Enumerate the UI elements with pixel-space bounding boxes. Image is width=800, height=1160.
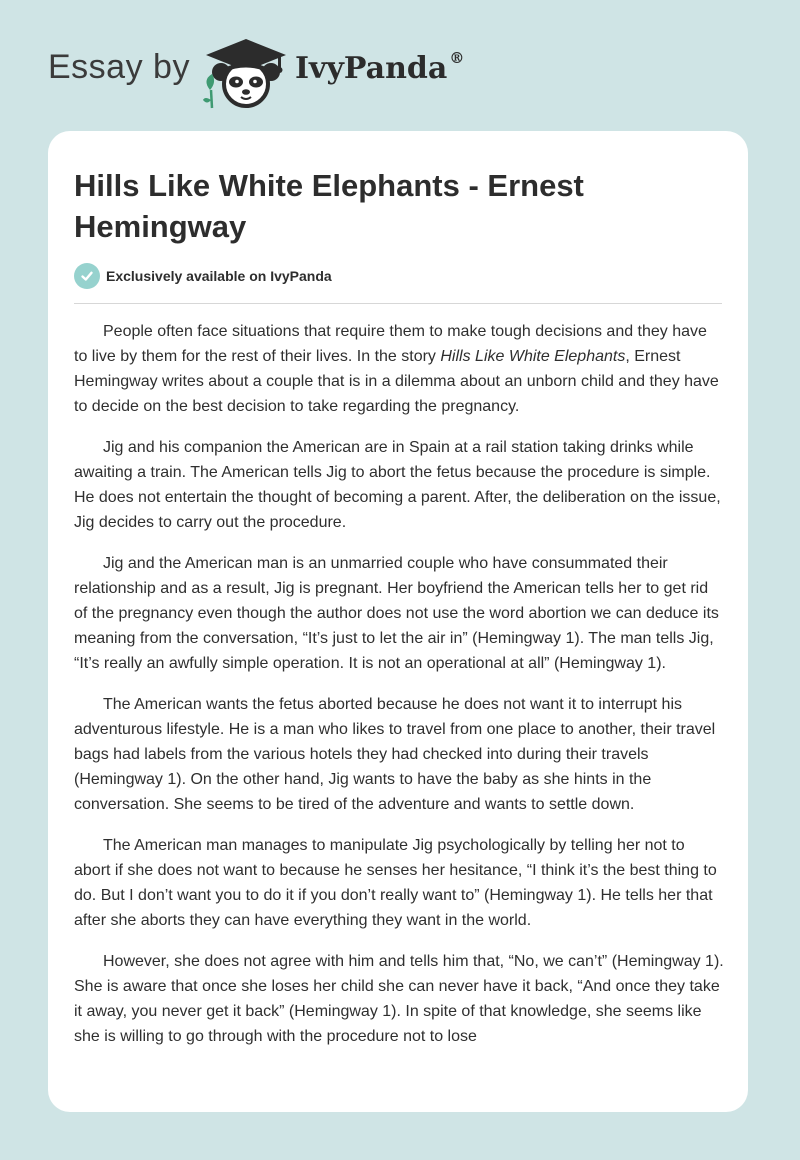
story-title: Hills Like White Elephants bbox=[440, 348, 626, 365]
check-mark-svg bbox=[80, 269, 94, 283]
divider bbox=[74, 303, 722, 304]
paragraph: The American wants the fetus aborted because he does not want it to interrupt his adventurous lifestyle. He is a man who likes to travel from one place to another, their travel bags had labels from the various hotels they had checked into during their travels (Hemingway 1). On the other hand, Jig wants to have the baby as she hints in the conversation. She seems to be tired of the adventure and wants to settle down. bbox=[74, 696, 716, 813]
paragraph: The American man manages to manipulate Jig psychologically by telling her not to abort if she does not want to because he senses her hesitance, “I think it’s the best thing to do. But I don’t want you to do it if you don’t really want to” (Hemingway 1). He tells her that after she aborts they can have everything they want in the world. bbox=[74, 837, 717, 929]
paragraph: Jig and his companion the American are in Spain at a rail station taking drinks while awaiting a train. The American tells Jig to abort the fetus because the procedure is simple. He does not entertain the thought of becoming a parent. After, the deliberation on the issue, Jig decides to carry out the procedure. bbox=[74, 439, 721, 531]
essay-card bbox=[48, 131, 748, 1112]
exclusive-badge bbox=[74, 262, 332, 290]
brand-prefix: Essay by bbox=[48, 48, 190, 86]
paragraph-text: People often face situations that require them to make tough decisions and they have to live by them for the rest of their lives. In the story bbox=[74, 323, 707, 365]
paragraph: Jig and the American man is an unmarried couple who have consummated their relationship and as a result, Jig is pregnant. Her boyfriend the American tells her to get rid of the pregnancy even though the author does not use the word abortion we can deduce its meaning from the conversation, “It’s just to let the air in” (Hemingway 1). The man tells Jig, “It’s really an awfully simple operation. It is not an operational at all” (Hemingway 1). bbox=[74, 555, 719, 672]
paragraph: However, she does not agree with him and tells him that, “No, we can’t” (Hemingway 1). She is aware that once she loses her child she can never have it back, “And once they take it away, you never get it back” (Hemingway 1). In spite of that knowledge, she seems like she is willing to go through with the procedure not to lose bbox=[74, 953, 724, 1045]
site-header bbox=[48, 34, 488, 110]
paragraph-text: , Ernest Hemingway writes about a couple that is in a dilemma about an unborn child and they have to decide on the best decision to take regarding the pregnancy. bbox=[74, 348, 719, 415]
panda-logo-svg bbox=[200, 34, 292, 110]
brand-name bbox=[295, 51, 464, 86]
page-title: Hills Like White Elephants - Ernest Hemingway bbox=[74, 168, 584, 244]
brand-name-text: IvyPanda bbox=[295, 51, 448, 86]
badge-text: Exclusively available on IvyPanda bbox=[106, 268, 332, 284]
panda-graduate-logo-icon[interactable] bbox=[200, 34, 292, 110]
essay-body bbox=[74, 319, 724, 1065]
paragraph bbox=[74, 319, 724, 419]
check-icon bbox=[74, 263, 100, 289]
brand-registered-mark: ® bbox=[449, 49, 465, 67]
